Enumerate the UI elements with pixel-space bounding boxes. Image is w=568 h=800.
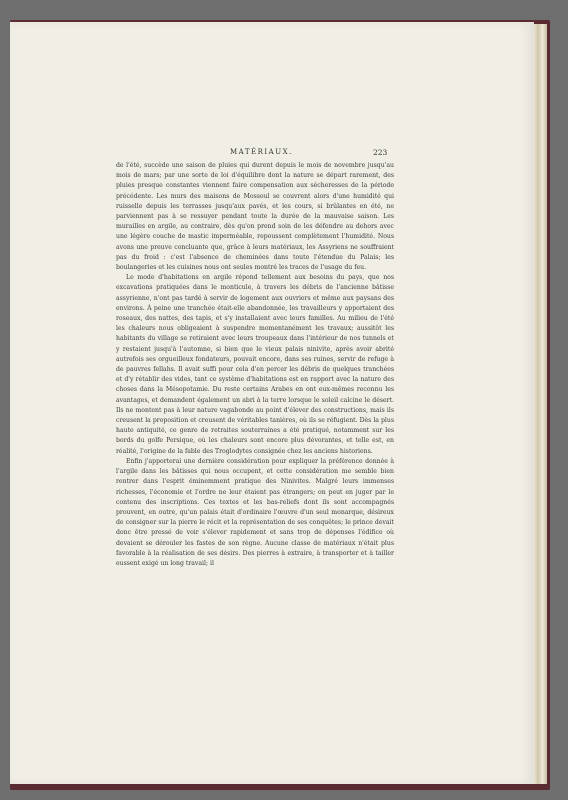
running-head — [10, 148, 534, 160]
paragraph: Le mode d'habitations en argile répond tellement aux besoins du pays, que nos excavations pratiquées dans le monticule, à travers les débris de l'ancienne bâtisse assyrienne, n'ont pas tardé à servir de logement aux ouvriers et même aux paysans des environs. À peine une tranchée était-elle abandonnée, les travailleurs y apportaient des roseaux, des nattes, des tapis, et s'y installaient avec leurs familles. Au milieu de l'été les chaleurs nous obligeaient à suspendre momentanément les travaux; aussitôt les habitants du village se retiraient avec leurs troupeaux dans l'intérieur de nos tunnels et y restaient jusqu'à l'automne, si bien que le vieux palais ninivite, après avoir abrité autrefois ses orgueilleux fondateurs, pouvait encore, dans ses ruines, servir de refuge à de pauvres fellahs. Il avait suffi pour cela d'en percer les débris de quelques tranchées et d'y rétablir des vides, tant ce système d'habitations est en rapport avec la nature des choses dans la Mésopotamie. Du reste certains Arabes en ont eux-mêmes reconnu les avantages, et demandent également un abri à la terre lorsque le soleil calcine le désert. Ils ne montent pas à leur nature vagabonde au point d'élever des constructions, mais ils creusent la proposition et creusent de véritables tanières, où ils se réfugient. Dès la plus haute antiquité, ce genre de retraites souterraines a été pratiqué, notamment sur les bords du golfe Persique, où les chaleurs sont encore plus dévorantes, et telle est, en réalité, l'origine de la fable des Troglodytes consignée chez les anciens historiens. — [116, 274, 394, 455]
running-head-title: MATÉRIAUX. — [230, 148, 293, 156]
body-text — [116, 161, 394, 569]
paragraph: de l'été, succède une saison de pluies qui durent depuis le mois de novembre jusqu'au mois de mars; par une sorte de loi d'équilibre dont la nature se départ rarement, des pluies presque constantes viennent faire compensation aux sécheresses de la période précédente. Les murs des maisons de Mossoul se couvrent alors d'une humidité qui ruisselle depuis les terrasses jusqu'aux pavés, et les cours, si brûlantes en été, ne parviennent pas à se ressuyer pendant toute la durée de la mauvaise saison. Les murailles en argile, au contraire, dès qu'on prend soin de les défendre au dehors avec une légère couche de mastic imperméable, repoussent complètement l'humidité. Nous avons une preuve concluante que, grâce à leurs matériaux, les Assyriens ne souffraient pas du froid : c'est l'absence de cheminées dans toute l'étendue du Palais; les boulangeries et les cuisines nous ont seules montré les traces de l'usage du feu. — [116, 162, 394, 272]
paragraph: Enfin j'apporterai une dernière considération pour expliquer la préférence donnée à l'argile dans les bâtisses qui nous occupent, et cette considération me semble bien rentrer dans l'esprit éminemment pratique des Ninivites. Malgré leurs immenses richesses, l'économie et l'ordre ne leur étaient pas étrangers; on peut en juger par le contenu des inscriptions. Ces textes et les bas-reliefs dont ils sont accompagnés prouvent, en outre, qu'un palais était d'ordinaire l'œuvre d'un seul monarque, désireux de consigner sur la pierre le récit et la représentation de ses conquêtes; le prince devait donc être pressé de voir s'élever rapidement et sans trop de dépenses l'édifice où devaient se dérouler les fastes de son règne. Aucune classe de matériaux n'était plus favorable à la réalisation de ses désirs. Des pierres à extraire, à transporter et à tailler eussent exigé un long travail; il — [116, 457, 394, 567]
page-number: 223 — [373, 148, 388, 157]
book-page — [10, 22, 534, 784]
